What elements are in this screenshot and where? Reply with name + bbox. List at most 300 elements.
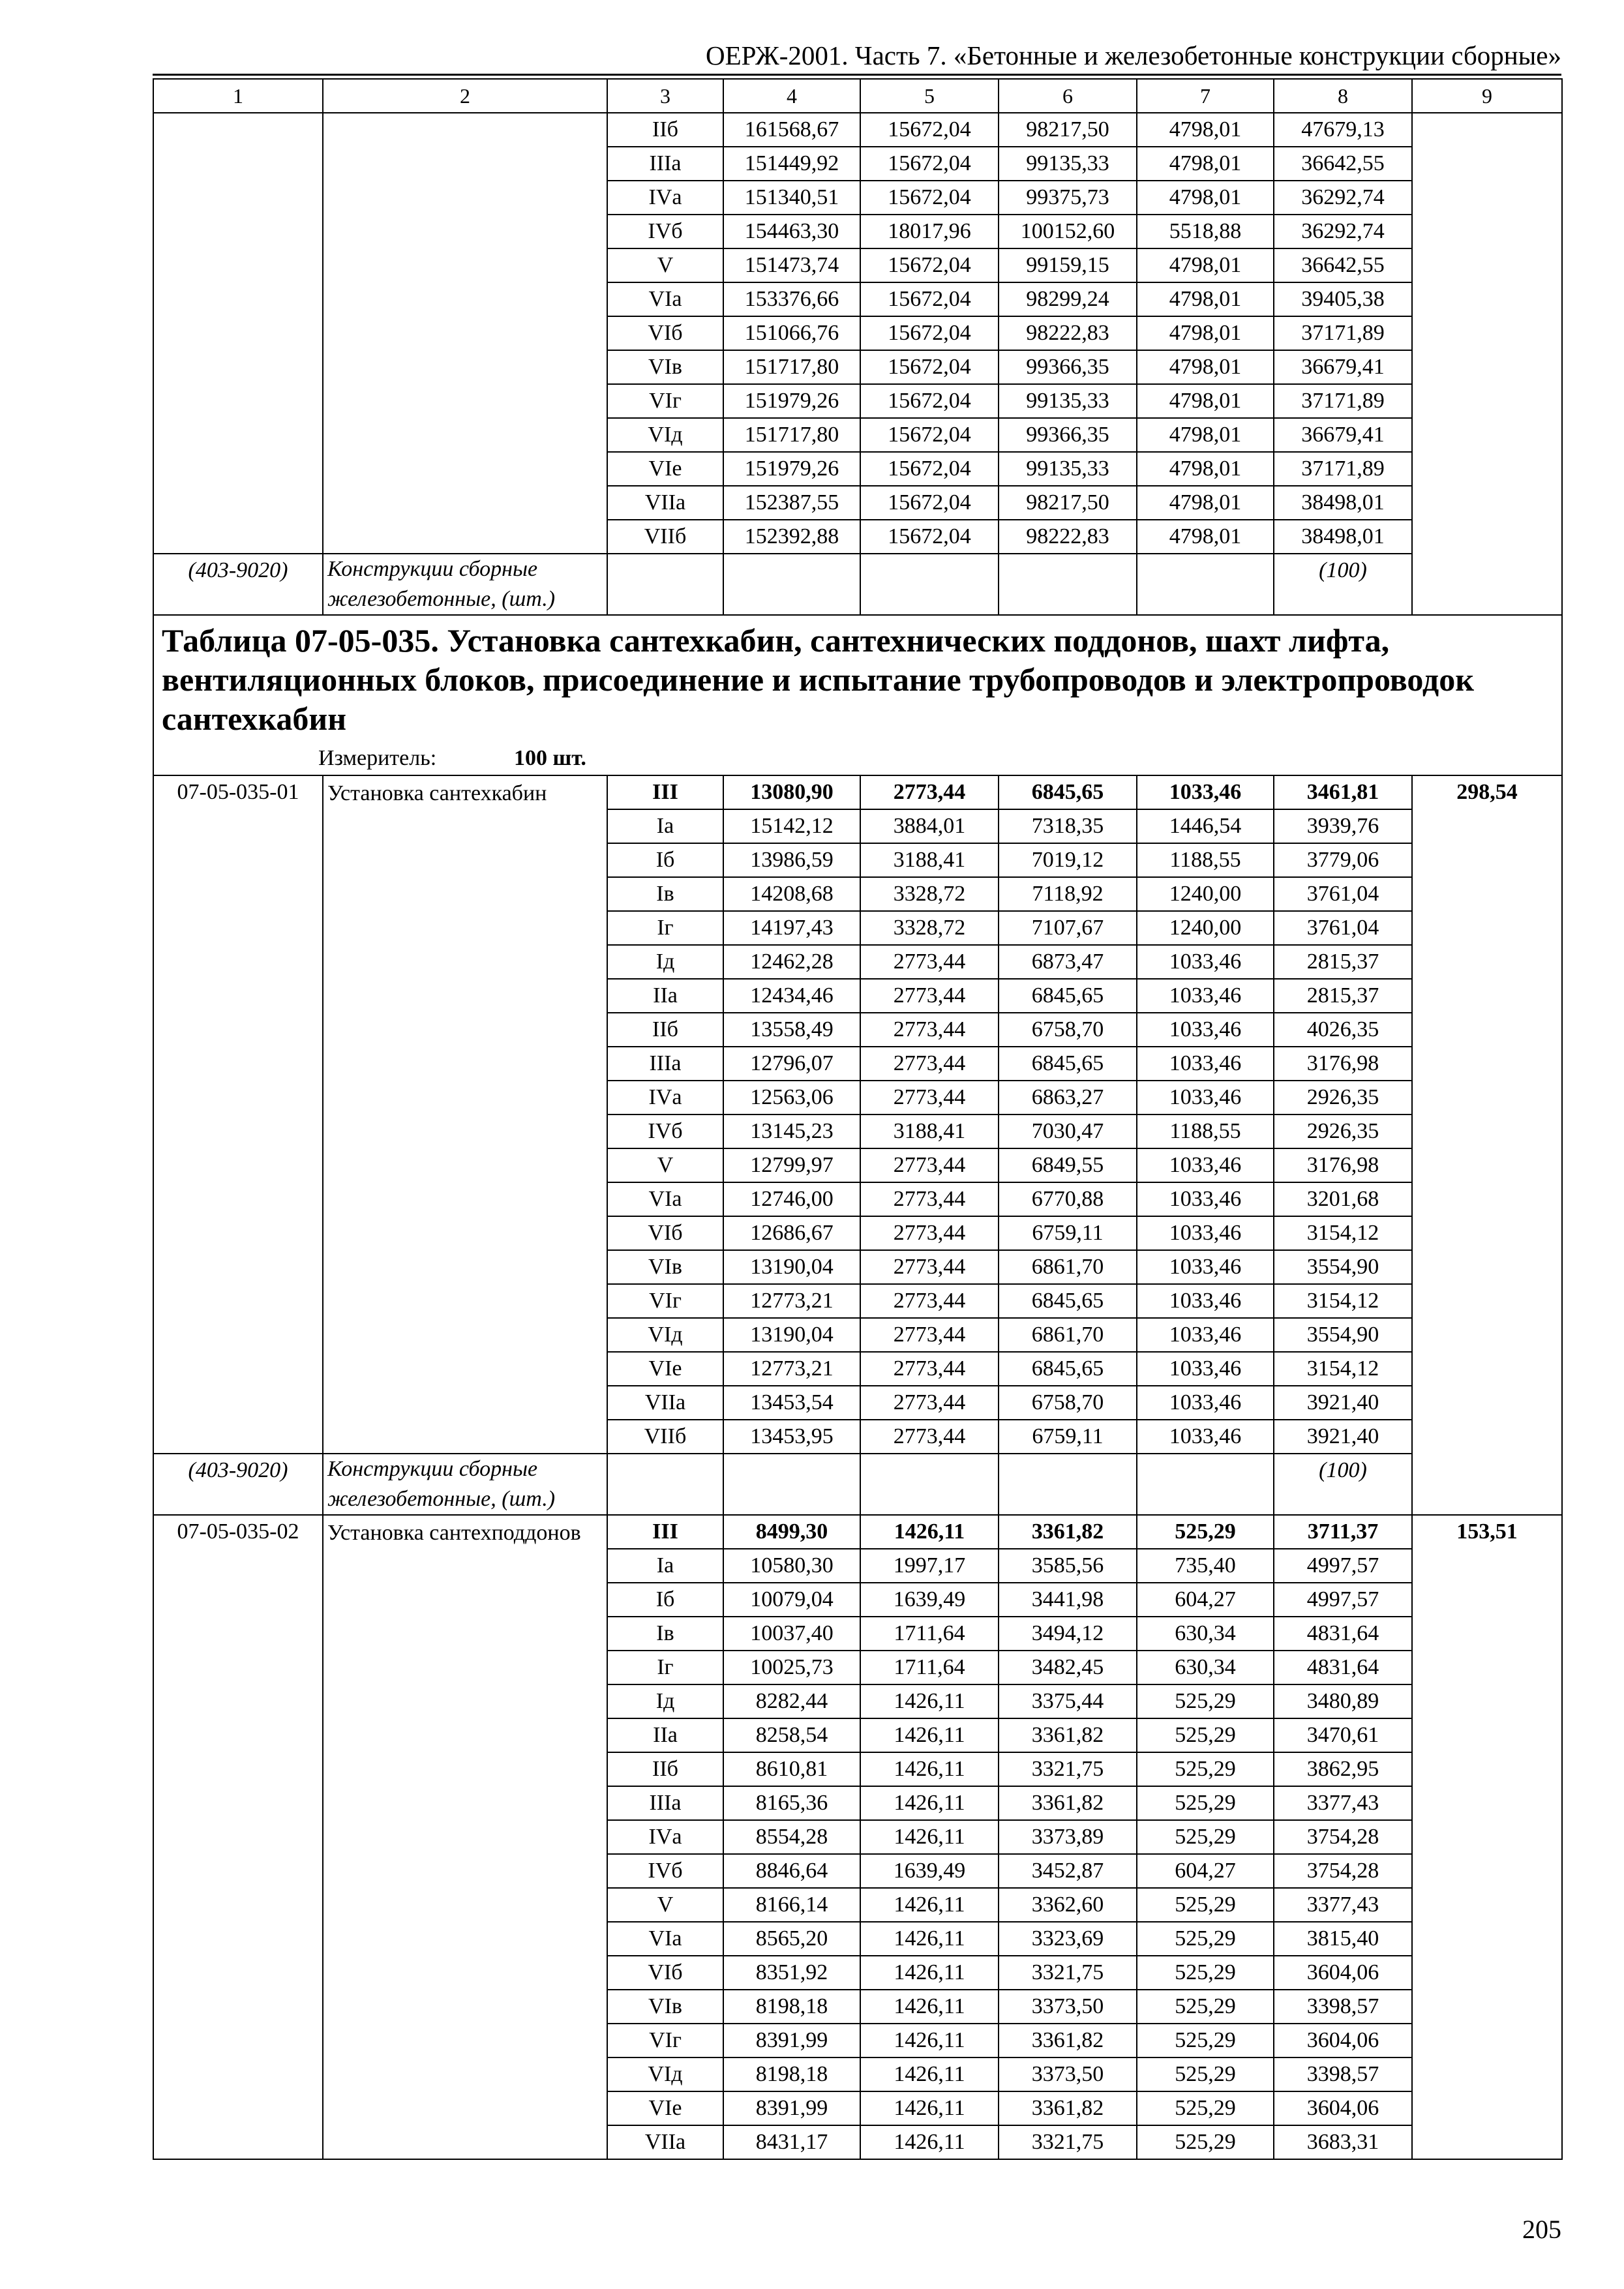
price-value: 3761,04	[1274, 911, 1412, 945]
price-value: 3321,75	[999, 2125, 1137, 2159]
price-value: 8391,99	[723, 2024, 860, 2057]
price-value: 1426,11	[860, 1888, 999, 1922]
price-value: 15672,04	[860, 113, 999, 147]
price-value: 13190,04	[723, 1318, 860, 1352]
table-body	[153, 79, 1562, 2159]
price-value: 12746,00	[723, 1182, 860, 1216]
price-value: 6758,70	[999, 1386, 1137, 1420]
price-value: 3754,28	[1274, 1820, 1412, 1854]
region-code: VIIа	[607, 486, 723, 520]
price-value: 6861,70	[999, 1318, 1137, 1352]
region-code: VIд	[607, 1318, 723, 1352]
column-number: 4	[723, 79, 860, 113]
price-value: 1240,00	[1137, 877, 1274, 911]
region-code: IIIа	[607, 1786, 723, 1820]
region-code: Iв	[607, 1617, 723, 1651]
price-value: 14208,68	[723, 877, 860, 911]
page-number: 205	[1522, 2215, 1561, 2244]
region-code: VIIб	[607, 520, 723, 554]
price-value: 1033,46	[1137, 979, 1274, 1013]
price-value: 2773,44	[860, 945, 999, 979]
price-value: 38498,01	[1274, 486, 1412, 520]
region-code: VIе	[607, 2091, 723, 2125]
price-value: 3201,68	[1274, 1182, 1412, 1216]
measure-label: Измеритель:	[318, 746, 437, 770]
price-value: 3461,81	[1274, 775, 1412, 809]
price-value: 4831,64	[1274, 1651, 1412, 1684]
price-value: 8282,44	[723, 1684, 860, 1718]
price-value: 1997,17	[860, 1549, 999, 1583]
price-value: 15672,04	[860, 350, 999, 384]
price-value: 151066,76	[723, 316, 860, 350]
price-value: 15672,04	[860, 384, 999, 418]
item-name: Установка сантехподдонов	[323, 1515, 607, 2159]
price-value: 6845,65	[999, 1284, 1137, 1318]
price-value: 1426,11	[860, 1515, 999, 1549]
price-value: 36292,74	[1274, 181, 1412, 215]
price-value: 1426,11	[860, 1786, 999, 1820]
resource-row	[153, 1454, 1562, 1515]
price-value: 152392,88	[723, 520, 860, 554]
price-value: 1426,11	[860, 1956, 999, 1990]
price-value: 3154,12	[1274, 1216, 1412, 1250]
region-code: VIе	[607, 452, 723, 486]
region-code: VIб	[607, 1216, 723, 1250]
region-code: Iб	[607, 1583, 723, 1617]
region-code: VIд	[607, 418, 723, 452]
resource-quantity: (100)	[1274, 554, 1412, 615]
price-value: 15672,04	[860, 418, 999, 452]
region-code: VIв	[607, 1250, 723, 1284]
price-value: 15142,12	[723, 809, 860, 843]
price-value: 525,29	[1137, 2057, 1274, 2091]
price-value: 161568,67	[723, 113, 860, 147]
price-value: 12773,21	[723, 1284, 860, 1318]
price-value: 1426,11	[860, 1718, 999, 1752]
price-value: 2773,44	[860, 1250, 999, 1284]
price-value: 4798,01	[1137, 384, 1274, 418]
price-value: 6863,27	[999, 1081, 1137, 1115]
price-value: 100152,60	[999, 215, 1137, 248]
resource-quantity: (100)	[1274, 1454, 1412, 1515]
price-value: 2773,44	[860, 1352, 999, 1386]
price-value: 13453,54	[723, 1386, 860, 1420]
price-value: 3470,61	[1274, 1718, 1412, 1752]
price-value: 525,29	[1137, 1888, 1274, 1922]
region-code: IVб	[607, 1854, 723, 1888]
region-code: VIв	[607, 1990, 723, 2024]
price-value: 4798,01	[1137, 520, 1274, 554]
region-code: V	[607, 248, 723, 282]
price-value: 525,29	[1137, 2125, 1274, 2159]
resource-name: Конструкции сборные железобетонные, (шт.)	[323, 554, 607, 615]
price-value: 151340,51	[723, 181, 860, 215]
measure-value: 100 шт.	[514, 746, 586, 770]
price-value: 2773,44	[860, 1182, 999, 1216]
price-value: 3321,75	[999, 1752, 1137, 1786]
price-value: 3328,72	[860, 911, 999, 945]
price-value: 13080,90	[723, 775, 860, 809]
region-code: Iг	[607, 1651, 723, 1684]
price-value: 15672,04	[860, 452, 999, 486]
price-value: 154463,30	[723, 215, 860, 248]
price-value: 1188,55	[1137, 1115, 1274, 1148]
price-value: 525,29	[1137, 2024, 1274, 2057]
price-value: 1240,00	[1137, 911, 1274, 945]
price-value: 3604,06	[1274, 2091, 1412, 2125]
price-value: 8565,20	[723, 1922, 860, 1956]
price-value: 2773,44	[860, 1148, 999, 1182]
price-value: 2815,37	[1274, 945, 1412, 979]
table-row	[153, 775, 1562, 809]
column-number: 2	[323, 79, 607, 113]
region-code: IIб	[607, 1752, 723, 1786]
price-value: 13986,59	[723, 843, 860, 877]
price-value: 1033,46	[1137, 945, 1274, 979]
item-name	[323, 113, 607, 554]
region-code: VIIб	[607, 1420, 723, 1454]
price-value: 3683,31	[1274, 2125, 1412, 2159]
price-value: 98222,83	[999, 316, 1137, 350]
price-value: 36679,41	[1274, 418, 1412, 452]
price-value: 1033,46	[1137, 1013, 1274, 1047]
price-value: 3323,69	[999, 1922, 1137, 1956]
price-value: 4798,01	[1137, 282, 1274, 316]
price-value: 3361,82	[999, 2091, 1137, 2125]
price-value: 98299,24	[999, 282, 1137, 316]
price-value: 3604,06	[1274, 2024, 1412, 2057]
price-value: 3452,87	[999, 1854, 1137, 1888]
price-value: 4997,57	[1274, 1549, 1412, 1583]
price-value: 151717,80	[723, 418, 860, 452]
region-code: IIIа	[607, 1047, 723, 1081]
price-value: 7118,92	[999, 877, 1137, 911]
labour-cost	[1412, 113, 1562, 615]
price-value: 6845,65	[999, 1352, 1137, 1386]
price-value: 12686,67	[723, 1216, 860, 1250]
price-value: 99366,35	[999, 418, 1137, 452]
price-value: 36642,55	[1274, 147, 1412, 181]
price-value: 5518,88	[1137, 215, 1274, 248]
price-value: 1033,46	[1137, 1148, 1274, 1182]
price-value: 3321,75	[999, 1956, 1137, 1990]
labour-cost: 153,51	[1412, 1515, 1562, 2159]
price-value: 6770,88	[999, 1182, 1137, 1216]
column-number: 5	[860, 79, 999, 113]
price-value: 12563,06	[723, 1081, 860, 1115]
price-value: 37171,89	[1274, 316, 1412, 350]
column-number: 3	[607, 79, 723, 113]
price-value: 151717,80	[723, 350, 860, 384]
price-value: 2773,44	[860, 1216, 999, 1250]
region-code: VIа	[607, 1182, 723, 1216]
price-value: 2773,44	[860, 979, 999, 1013]
price-value: 3398,57	[1274, 1990, 1412, 2024]
price-value: 1426,11	[860, 1684, 999, 1718]
price-value: 1033,46	[1137, 1420, 1274, 1454]
price-value: 3884,01	[860, 809, 999, 843]
region-code: IVа	[607, 181, 723, 215]
region-code: IIIа	[607, 147, 723, 181]
price-value: 8499,30	[723, 1515, 860, 1549]
empty-cell	[607, 1454, 723, 1515]
price-value: 3176,98	[1274, 1148, 1412, 1182]
price-value: 99159,15	[999, 248, 1137, 282]
price-value: 8846,64	[723, 1854, 860, 1888]
price-value: 15672,04	[860, 147, 999, 181]
price-value: 13190,04	[723, 1250, 860, 1284]
price-value: 36292,74	[1274, 215, 1412, 248]
price-value: 630,34	[1137, 1651, 1274, 1684]
price-value: 3754,28	[1274, 1854, 1412, 1888]
price-value: 3554,90	[1274, 1250, 1412, 1284]
price-value: 7107,67	[999, 911, 1137, 945]
region-code: IIб	[607, 113, 723, 147]
price-value: 3154,12	[1274, 1352, 1412, 1386]
price-value: 1426,11	[860, 1752, 999, 1786]
price-value: 3375,44	[999, 1684, 1137, 1718]
price-value: 3377,43	[1274, 1786, 1412, 1820]
price-value: 3176,98	[1274, 1047, 1412, 1081]
region-code: Iа	[607, 1549, 723, 1583]
region-code: IVа	[607, 1820, 723, 1854]
region-code: VIIа	[607, 1386, 723, 1420]
price-value: 8610,81	[723, 1752, 860, 1786]
price-value: 15672,04	[860, 248, 999, 282]
price-value: 10025,73	[723, 1651, 860, 1684]
resource-row	[153, 554, 1562, 615]
resource-code: (403-9020)	[153, 1454, 323, 1515]
rates-table	[153, 78, 1563, 2160]
table-title-cell	[153, 615, 1562, 775]
item-code	[153, 113, 323, 554]
region-code: VIа	[607, 282, 723, 316]
price-value: 3188,41	[860, 1115, 999, 1148]
price-value: 99135,33	[999, 147, 1137, 181]
region-code: IIб	[607, 1013, 723, 1047]
price-value: 1711,64	[860, 1651, 999, 1684]
price-value: 3482,45	[999, 1651, 1137, 1684]
price-value: 1426,11	[860, 1820, 999, 1854]
price-value: 3361,82	[999, 1515, 1137, 1549]
price-value: 3604,06	[1274, 1956, 1412, 1990]
price-value: 3328,72	[860, 877, 999, 911]
price-value: 2773,44	[860, 1284, 999, 1318]
price-value: 13558,49	[723, 1013, 860, 1047]
price-value: 2926,35	[1274, 1081, 1412, 1115]
column-number: 1	[153, 79, 323, 113]
price-value: 15672,04	[860, 181, 999, 215]
price-value: 525,29	[1137, 2091, 1274, 2125]
price-value: 151979,26	[723, 384, 860, 418]
region-code: IVа	[607, 1081, 723, 1115]
price-value: 151473,74	[723, 248, 860, 282]
region-code: V	[607, 1888, 723, 1922]
price-value: 2773,44	[860, 1013, 999, 1047]
price-value: 4798,01	[1137, 248, 1274, 282]
item-name: Установка сантехкабин	[323, 775, 607, 1454]
price-value: 6845,65	[999, 775, 1137, 809]
table-title-row	[153, 615, 1562, 775]
empty-cell	[723, 1454, 860, 1515]
price-value: 18017,96	[860, 215, 999, 248]
price-value: 2773,44	[860, 1386, 999, 1420]
region-code: IIа	[607, 979, 723, 1013]
price-value: 525,29	[1137, 1990, 1274, 2024]
price-value: 47679,13	[1274, 113, 1412, 147]
price-value: 1639,49	[860, 1854, 999, 1888]
region-code: VIб	[607, 1956, 723, 1990]
measure-line	[162, 742, 1554, 775]
price-value: 2926,35	[1274, 1115, 1412, 1148]
price-value: 3761,04	[1274, 877, 1412, 911]
price-value: 3862,95	[1274, 1752, 1412, 1786]
region-code: Iд	[607, 1684, 723, 1718]
price-value: 14197,43	[723, 911, 860, 945]
price-value: 1426,11	[860, 1990, 999, 2024]
price-value: 3362,60	[999, 1888, 1137, 1922]
price-value: 15672,04	[860, 316, 999, 350]
price-value: 1426,11	[860, 2024, 999, 2057]
price-value: 6873,47	[999, 945, 1137, 979]
price-value: 3361,82	[999, 1718, 1137, 1752]
price-value: 98217,50	[999, 113, 1137, 147]
region-code: IVб	[607, 215, 723, 248]
region-code: VIе	[607, 1352, 723, 1386]
price-value: 1426,11	[860, 1922, 999, 1956]
price-value: 1033,46	[1137, 1250, 1274, 1284]
price-value: 6849,55	[999, 1148, 1137, 1182]
price-value: 1426,11	[860, 2125, 999, 2159]
price-value: 8431,17	[723, 2125, 860, 2159]
region-code: VIг	[607, 384, 723, 418]
price-value: 1033,46	[1137, 1216, 1274, 1250]
price-value: 12462,28	[723, 945, 860, 979]
price-value: 2773,44	[860, 1420, 999, 1454]
price-value: 6845,65	[999, 979, 1137, 1013]
price-value: 6759,11	[999, 1216, 1137, 1250]
resource-name: Конструкции сборные железобетонные, (шт.)	[323, 1454, 607, 1515]
price-value: 3815,40	[1274, 1922, 1412, 1956]
price-value: 10079,04	[723, 1583, 860, 1617]
price-value: 3494,12	[999, 1617, 1137, 1651]
region-code: III	[607, 775, 723, 809]
region-code: V	[607, 1148, 723, 1182]
price-value: 99135,33	[999, 452, 1137, 486]
price-value: 151979,26	[723, 452, 860, 486]
price-value: 15672,04	[860, 486, 999, 520]
region-code: Iа	[607, 809, 723, 843]
price-value: 12796,07	[723, 1047, 860, 1081]
table-row	[153, 113, 1562, 147]
price-value: 525,29	[1137, 1718, 1274, 1752]
price-value: 37171,89	[1274, 452, 1412, 486]
price-value: 1426,11	[860, 2091, 999, 2125]
price-value: 37171,89	[1274, 384, 1412, 418]
price-value: 36679,41	[1274, 350, 1412, 384]
region-code: Iд	[607, 945, 723, 979]
region-code: Iб	[607, 843, 723, 877]
region-code: III	[607, 1515, 723, 1549]
region-code: VIг	[607, 1284, 723, 1318]
price-value: 1033,46	[1137, 775, 1274, 809]
price-value: 3373,89	[999, 1820, 1137, 1854]
price-value: 1033,46	[1137, 1352, 1274, 1386]
price-value: 8554,28	[723, 1820, 860, 1854]
region-code: VIб	[607, 316, 723, 350]
empty-cell	[607, 554, 723, 615]
price-value: 8198,18	[723, 2057, 860, 2091]
price-value: 1033,46	[1137, 1047, 1274, 1081]
region-code: IVб	[607, 1115, 723, 1148]
price-value: 1711,64	[860, 1617, 999, 1651]
price-value: 4798,01	[1137, 452, 1274, 486]
price-value: 525,29	[1137, 1684, 1274, 1718]
column-number: 7	[1137, 79, 1274, 113]
price-value: 4997,57	[1274, 1583, 1412, 1617]
price-value: 12799,97	[723, 1148, 860, 1182]
price-value: 99375,73	[999, 181, 1137, 215]
price-value: 3711,37	[1274, 1515, 1412, 1549]
resource-code: (403-9020)	[153, 554, 323, 615]
empty-cell	[999, 554, 1137, 615]
price-value: 98222,83	[999, 520, 1137, 554]
price-value: 525,29	[1137, 1515, 1274, 1549]
price-value: 36642,55	[1274, 248, 1412, 282]
price-value: 15672,04	[860, 520, 999, 554]
price-value: 3480,89	[1274, 1684, 1412, 1718]
price-value: 3441,98	[999, 1583, 1137, 1617]
region-code: VIа	[607, 1922, 723, 1956]
price-value: 12773,21	[723, 1352, 860, 1386]
price-value: 38498,01	[1274, 520, 1412, 554]
price-value: 8166,14	[723, 1888, 860, 1922]
price-value: 4798,01	[1137, 113, 1274, 147]
price-value: 3921,40	[1274, 1386, 1412, 1420]
price-value: 3779,06	[1274, 843, 1412, 877]
price-value: 13145,23	[723, 1115, 860, 1148]
price-value: 1033,46	[1137, 1081, 1274, 1115]
price-value: 3373,50	[999, 1990, 1137, 2024]
price-value: 2773,44	[860, 1047, 999, 1081]
price-value: 735,40	[1137, 1549, 1274, 1583]
table-title: Таблица 07-05-035. Установка сантехкабин, сантехнических поддонов, шахт лифта, вентиляционных блоков, присоединение и испытание трубопроводов и электропроводок сантехкабин	[162, 622, 1475, 737]
price-value: 99366,35	[999, 350, 1137, 384]
price-value: 6758,70	[999, 1013, 1137, 1047]
price-value: 525,29	[1137, 1786, 1274, 1820]
price-value: 2773,44	[860, 1081, 999, 1115]
price-value: 12434,46	[723, 979, 860, 1013]
price-value: 1426,11	[860, 2057, 999, 2091]
price-value: 3398,57	[1274, 2057, 1412, 2091]
price-value: 8165,36	[723, 1786, 860, 1820]
price-value: 10580,30	[723, 1549, 860, 1583]
region-code: VIг	[607, 2024, 723, 2057]
price-value: 1639,49	[860, 1583, 999, 1617]
price-value: 98217,50	[999, 486, 1137, 520]
price-value: 8351,92	[723, 1956, 860, 1990]
price-value: 99135,33	[999, 384, 1137, 418]
price-value: 525,29	[1137, 1956, 1274, 1990]
price-value: 4026,35	[1274, 1013, 1412, 1047]
price-value: 3361,82	[999, 1786, 1137, 1820]
column-number-row	[153, 79, 1562, 113]
price-value: 1033,46	[1137, 1284, 1274, 1318]
empty-cell	[860, 1454, 999, 1515]
region-code: Iг	[607, 911, 723, 945]
column-number: 8	[1274, 79, 1412, 113]
table-row	[153, 1515, 1562, 1549]
